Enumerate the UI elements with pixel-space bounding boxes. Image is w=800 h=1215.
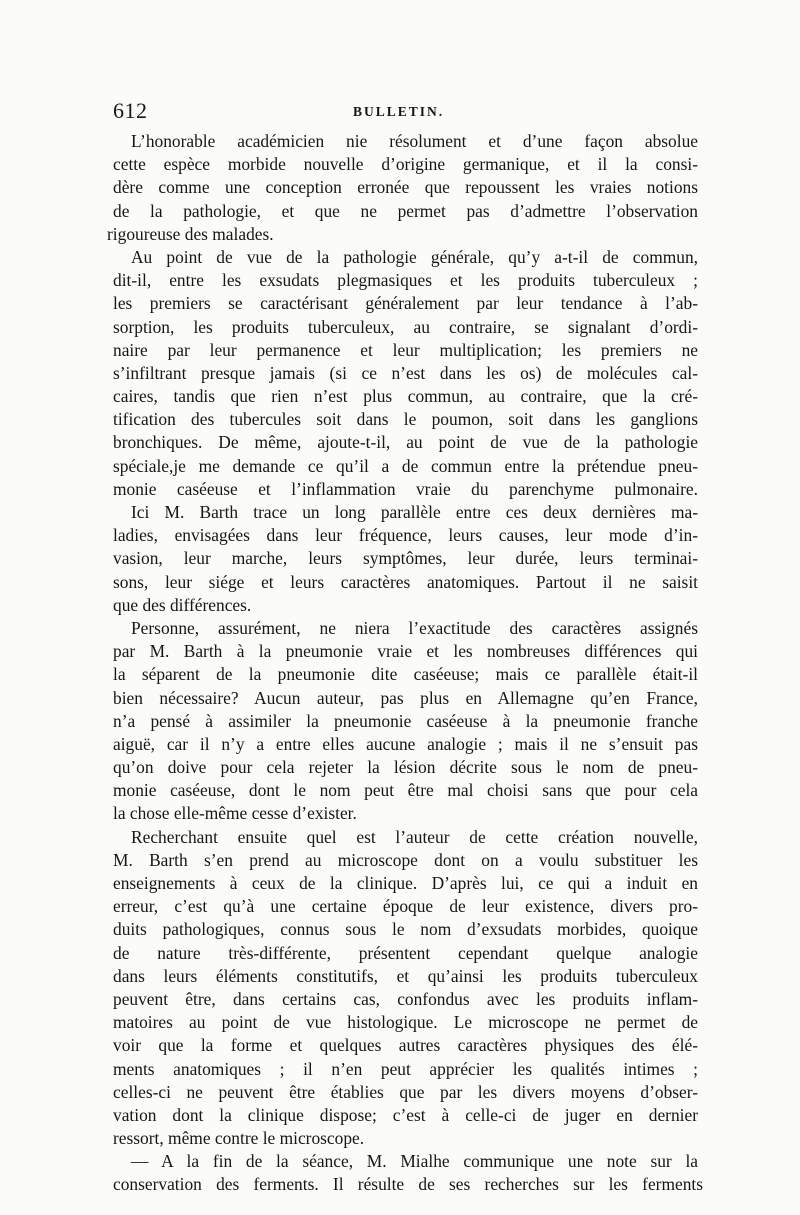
text-line: Recherchant ensuite quel est l’auteur de cette création nouvelle, xyxy=(131,826,698,847)
text-line: bronchiques. De même, ajoute-t-il, au point de vue de la pathologie xyxy=(113,432,698,453)
text-line: que des différences. xyxy=(113,594,252,615)
text-line: sons, leur siége et leurs caractères anatomiques. Partout il ne saisit xyxy=(113,571,698,592)
text-line: rigoureuse des malades. xyxy=(107,223,274,244)
text-line: les premiers se caractérisant généralement par leur tendance à l’ab- xyxy=(113,293,698,314)
body-text xyxy=(107,130,703,1197)
text-line: par M. Barth à la pneumonie vraie et les nombreuses différences qui xyxy=(113,641,698,662)
text-line: enseignements à ceux de la clinique. D’après lui, ce qui a induit en xyxy=(113,873,698,893)
text-line: de la pathologie, et que ne permet pas d’admettre l’observation xyxy=(113,200,698,221)
text-line: voir que la forme et quelques autres caractères physiques des élé- xyxy=(113,1035,698,1056)
text-line: peuvent être, dans certains cas, confondus avec les produits inflam- xyxy=(113,988,698,1009)
text-line: n’a pensé à assimiler la pneumonie caséeuse à la pneumonie franche xyxy=(113,710,698,731)
text-line: ressort, même contre le microscope. xyxy=(113,1128,365,1149)
text-line: matoires au point de vue histologique. Le microscope ne permet de xyxy=(113,1012,698,1033)
text-line: la séparent de la pneumonie dite caséeuse; mais ce parallèle était-il xyxy=(113,664,698,685)
text-line: duits pathologiques, connus sous le nom d’exsudats morbides, quoique xyxy=(113,919,698,940)
text-line: conservation des ferments. Il résulte de ses recherches sur les ferments xyxy=(113,1174,703,1195)
running-title: BULLETIN. xyxy=(353,104,445,119)
text-line: cette espèce morbide nouvelle d’origine germanique, et il la consi- xyxy=(113,154,698,175)
text-line: vasion, leur marche, leurs symptômes, leur durée, leurs terminai- xyxy=(113,548,698,569)
text-line: sorption, les produits tuberculeux, au contraire, se signalant d’ordi- xyxy=(113,316,698,337)
text-line: de nature très-différente, présentent cependant quelque analogie xyxy=(113,942,698,963)
text-line: — A la fin de la séance, M. Mialhe communique une note sur la xyxy=(131,1151,698,1172)
page-number: 612 xyxy=(113,98,148,123)
text-line: s’infiltrant presque jamais (si ce n’est dans les os) de molécules cal- xyxy=(113,362,698,383)
page-header xyxy=(113,96,698,130)
text-line: dère comme une conception erronée que repoussent les vraies notions xyxy=(113,177,698,198)
text-line: ladies, envisagées dans leur fréquence, leurs causes, leur mode d’in- xyxy=(113,525,698,546)
text-line: monie caséeuse et l’inflammation vraie du parenchyme pulmonaire. xyxy=(113,478,698,499)
text-line: vation dont la clinique dispose; c’est à celle-ci de juger en dernier xyxy=(113,1104,698,1125)
text-line: tification des tubercules soit dans le poumon, soit dans les ganglions xyxy=(113,409,698,430)
text-line: spéciale,je me demande ce qu’il a de commun entre la prétendue pneu- xyxy=(113,455,698,476)
text-line: monie caséeuse, dont le nom peut être mal choisi sans que pour cela xyxy=(113,780,698,801)
text-line: qu’on doive pour cela rejeter la lésion décrite sous le nom de pneu- xyxy=(113,757,698,778)
text-line: ments anatomiques ; il n’en peut apprécier les qualités intimes ; xyxy=(113,1058,698,1079)
text-line: Personne, assurément, ne niera l’exactitude des caractères assignés xyxy=(131,617,698,638)
text-line: Ici M. Barth trace un long parallèle entre ces deux dernières ma- xyxy=(131,502,698,522)
text-line: caires, tandis que rien n’est plus commun, au contraire, que la cré- xyxy=(113,386,698,407)
text-line: la chose elle-même cesse d’exister. xyxy=(113,803,357,824)
text-line: Au point de vue de la pathologie générale, qu’y a-t-il de commun, xyxy=(131,246,698,267)
text-line: L’honorable académicien nie résolument et d’une façon absolue xyxy=(131,131,698,151)
text-line: aiguë, car il n’y a entre elles aucune analogie ; mais il ne s’ensuit pas xyxy=(113,733,698,754)
text-line: naire par leur permanence et leur multiplication; les premiers ne xyxy=(113,339,698,360)
text-line: bien nécessaire? Aucun auteur, pas plus en Allemagne qu’en France, xyxy=(113,687,698,708)
text-line: celles-ci ne peuvent être établies que par les divers moyens d’obser- xyxy=(113,1081,698,1102)
text-line: dans leurs éléments constitutifs, et qu’ainsi les produits tuberculeux xyxy=(113,965,698,986)
text-line: erreur, c’est qu’à une certaine époque de leur existence, divers pro- xyxy=(113,896,698,917)
text-line: M. Barth s’en prend au microscope dont on a voulu substituer les xyxy=(113,849,698,870)
text-line: dit-il, entre les exsudats plegmasiques et les produits tuberculeux ; xyxy=(113,270,698,291)
